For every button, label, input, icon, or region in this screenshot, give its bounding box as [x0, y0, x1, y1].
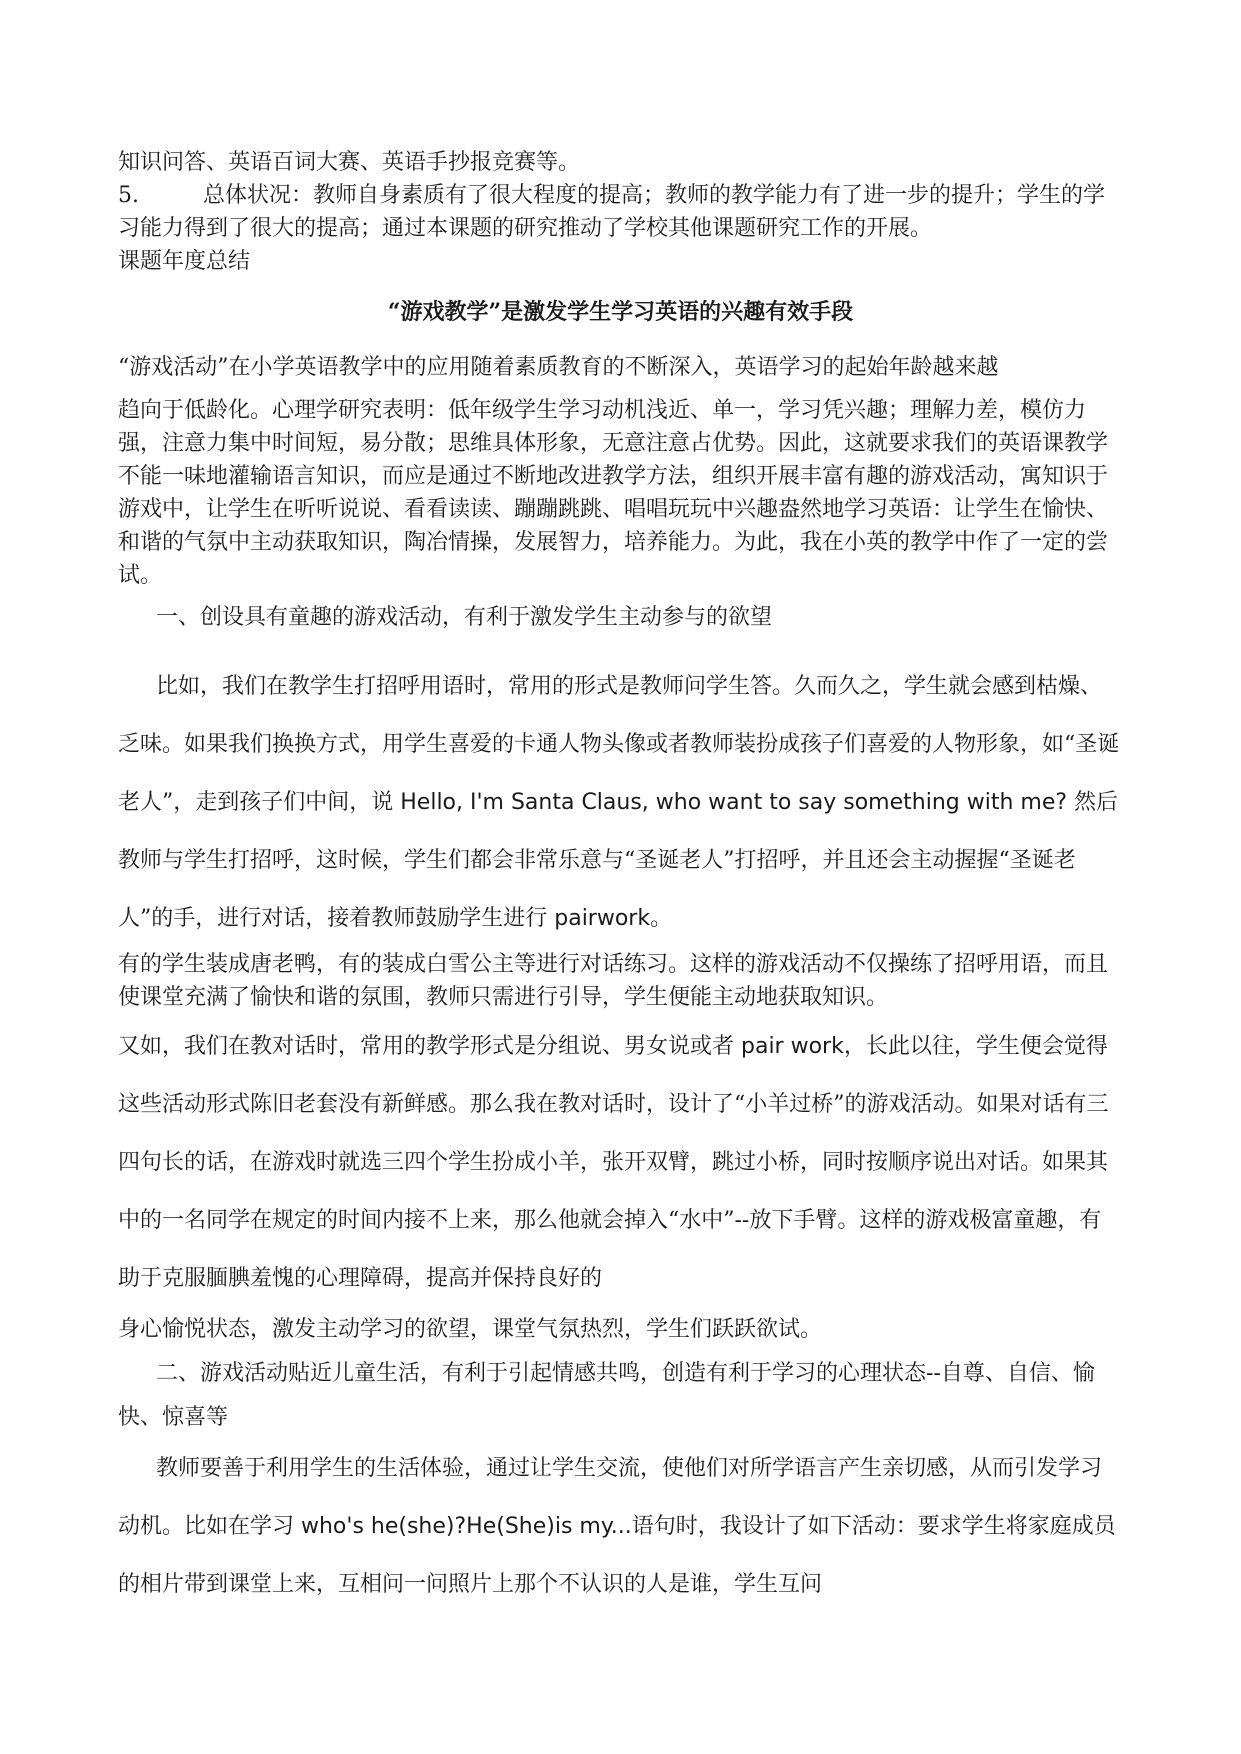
paragraph-text: 语句时，我设计了如下活动：要求学生将家庭成员的相片带到课堂上来，互相问一问照片上那个不认识的人是谁，学生互问: [118, 1514, 1116, 1597]
english-phrase: Hello, I'm Santa Claus, who want to say something with me?: [400, 790, 1068, 815]
body-paragraph-end: 身心愉悦状态，激发主动学习的欲望，课堂气氛热烈，学生们跃跃欲试。: [118, 1317, 823, 1342]
paragraph-text: 比如，我们在教学生打招呼用语时，常用的形式是教师问学生答。久而久之，学生就会感到枯燥、乏味。如果我们换换方式，用学生喜爱的卡通人物头像或者教师装扮成孩子们喜爱的人物形象，如“圣诞老人”，走到孩子们中间，说: [118, 674, 1120, 815]
body-paragraph: [118, 658, 1123, 948]
paragraph-text: 教师要善于利用学生的生活体验，通过让学生交流，使他们对所学语言产生亲切感，从而引发学习动机。比如在学习: [118, 1456, 1103, 1539]
list-item-5: [118, 179, 1123, 245]
english-phrase: pairwork: [554, 906, 651, 931]
section-heading-2: 二、游戏活动贴近儿童生活，有利于引起情感共鸣，创造有利于学习的心理状态--自尊、自信、愉快、惊喜等: [118, 1361, 1095, 1430]
body-paragraph: [118, 1018, 1123, 1308]
list-item-text: 总体状况：教师自身素质有了很大程度的提高；教师的教学能力有了进一步的提升；学生的学习能力得到了很大的提高；通过本课题的研究推动了学校其他课题研究工作的开展。: [118, 183, 1106, 241]
article-title: “游戏教学”是激发学生学习英语的兴趣有效手段: [387, 299, 854, 325]
section-heading-1: 一、创设具有童趣的游戏活动，有利于激发学生主动参与的欲望: [156, 605, 773, 630]
paragraph-text: 又如，我们在教对话时，常用的教学形式是分组说、男女说或者: [118, 1034, 741, 1059]
body-paragraph: [118, 1440, 1123, 1614]
list-item-text: 知识问答、英语百词大赛、英语手抄报竞赛等。: [118, 150, 581, 175]
body-paragraph: 有的学生装成唐老鸭，有的装成白雪公主等进行对话练习。这样的游戏活动不仅操练了招呼用语，而且使课堂充满了愉快和谐的氛围，教师只需进行引导，学生便能主动地获取知识。: [118, 952, 1109, 1010]
intro-paragraph-first-line: “游戏活动”在小学英语教学中的应用随着素质教育的不断深入，英语学习的起始年龄越来越: [118, 355, 999, 380]
paragraph-text: 然后教师与学生打招呼，这时候，学生们都会非常乐意与“圣诞老人”打招呼，并且还会主动握握“圣诞老人”的手，进行对话，接着教师鼓励学生进行: [118, 790, 1119, 931]
paragraph-text: ，长此以往，学生便会觉得这些活动形式陈旧老套没有新鲜感。那么我在教对话时，设计了“小羊过桥”的游戏活动。如果对话有三四句长的话，在游戏时就选三四个学生扮成小羊，张开双臂，跳过小桥，同时按顺序说出对话。如果其中的一名同学在规定的时间内接不上来，那么他就会掉入“水中”--放下手臂。这样的游戏极富童趣，有助于克服腼腆羞愧的心理障碍，提高并保持良好的: [118, 1034, 1109, 1291]
section-label: 课题年度总结: [118, 249, 251, 274]
paragraph-text: 。: [650, 906, 673, 931]
english-phrase: pair work: [741, 1034, 844, 1059]
intro-paragraph: 趋向于低龄化。心理学研究表明：低年级学生学习动机浅近、单一，学习凭兴趣；理解力差，模仿力强，注意力集中时间短，易分散；思维具体形象，无意注意占优势。因此，这就要求我们的英语课教学不能一味地灌输语言知识，而应是通过不断地改进教学方法，组织开展丰富有趣的游戏活动，寓知识于游戏中，让学生在听听说说、看看读读、蹦蹦跳跳、唱唱玩玩中兴趣盎然地学习英语：让学生在愉快、和谐的气氛中主动获取知识，陶冶情操，发展智力，培养能力。为此，我在小英的教学中作了一定的尝试。: [118, 398, 1109, 588]
list-item-number: 5.: [118, 183, 139, 208]
english-phrase: who's he(she)?He(She)is my...: [301, 1514, 632, 1539]
